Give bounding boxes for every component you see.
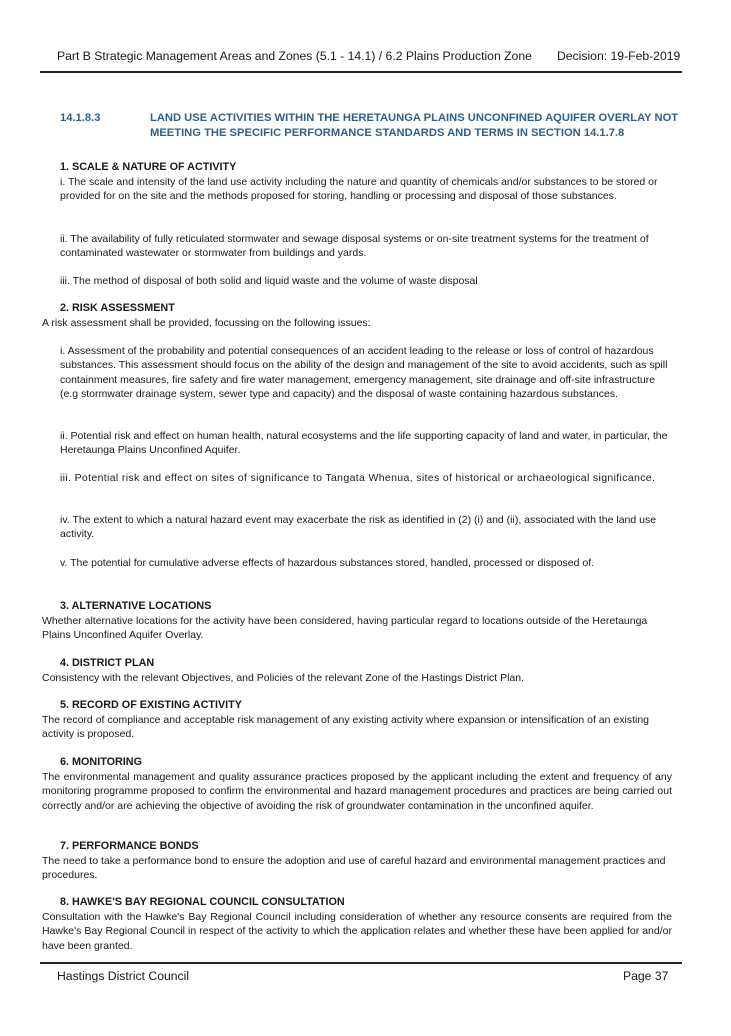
s2-intro: A risk assessment shall be provided, focussing on the following issues: [42,317,371,329]
footer-rule [40,962,682,964]
footer-org: Hastings District Council [57,969,190,983]
s5-text: The record of compliance and acceptable risk management of any existing activity where expansion or intensification of an existing activity is proposed. [42,714,649,741]
heading-risk-assessment: 2. RISK ASSESSMENT [60,302,175,314]
s1-para-3: iii. The method of disposal of both solid and liquid waste and the volume of waste disposal [60,275,478,287]
s2-para-1: i. Assessment of the probability and potential consequences of an accident leading to the release or loss of control of hazardous substances. This assessment should focus on the ability of the design and management of the site to avoid accidents, such as spill containment measures, fire safety and fire water management, emergency management, site drainage and off-site infrastructure (e.g stormwater drainage system, sewer type and capacity) and the disposal of waste containing hazardous substances. [60,345,668,400]
s2-para-4: iv. The extent to which a natural hazard event may exacerbate the risk as identified in (2) (i) and (ii), associated with the land use activity. [60,514,657,541]
s1-para-2: ii. The availability of fully reticulated stormwater and sewage disposal systems or on-site treatment systems for the treatment of contaminated wastewater or stormwater from buildings and yards. [60,233,649,260]
header-decision-date: Decision: 19-Feb-2019 [557,49,681,63]
heading-monitoring: 6. MONITORING [60,756,142,768]
s3-text: Whether alternative locations for the activity have been considered, having particular regard to locations outside of the Heretaunga Plains Unconfined Aquifer Overlay. [42,615,648,642]
header-title: Part B Strategic Management Areas and Zones (5.1 - 14.1) / 6.2 Plains Production Zone [57,49,532,63]
section-title: LAND USE ACTIVITIES WITHIN THE HERETAUNGA PLAINS UNCONFINED AQUIFER OVERLAY NOT MEETING THE SPECIFIC PERFORMANCE STANDARDS AND TERMS IN SECTION 14.1.7.8 [150,112,679,139]
heading-regional-council-consultation: 8. HAWKE'S BAY REGIONAL COUNCIL CONSULTATION [60,896,345,908]
section-number: 14.1.8.3 [60,112,101,124]
s4-text: Consistency with the relevant Objectives, and Policies of the relevant Zone of the Hastings District Plan. [42,672,525,684]
s2-para-3: iii. Potential risk and effect on sites of significance to Tangata Whenua, sites of historical or archaeological significance. [60,472,656,484]
s2-para-2: ii. Potential risk and effect on human health, natural ecosystems and the life supporting capacity of land and water, in particular, the Heretaunga Plains Unconfined Aquifer. [60,430,668,457]
heading-district-plan: 4. DISTRICT PLAN [60,657,155,669]
heading-scale-nature: 1. SCALE & NATURE OF ACTIVITY [60,161,237,173]
s2-para-5: v. The potential for cumulative adverse effects of hazardous substances stored, handled, processed or disposed of. [60,557,595,569]
s6-text: The environmental management and quality assurance practices proposed by the applicant including the extent and frequency of any monitoring programme proposed to confirm the environmental and hazard management procedures and practices are being carried out correctly and/or are achieving the objective of avoiding the risk of groundwater contamination in the unconfined aquifer. [42,771,672,812]
footer-page-number: Page 37 [623,969,669,983]
heading-alternative-locations: 3. ALTERNATIVE LOCATIONS [60,600,212,612]
header-rule [40,71,682,73]
s1-para-1: i. The scale and intensity of the land use activity including the nature and quantity of chemicals and/or substances to be stored or provided for on the site and the methods proposed for storing, handling or processing and disposal of those substances. [60,176,658,203]
s7-text: The need to take a performance bond to ensure the adoption and use of careful hazard and environmental management practices and procedures. [42,855,666,882]
s8-text: Consultation with the Hawke's Bay Regional Council including consideration of whether any resource consents are required from the Hawke's Bay Regional Council in respect of the activity to which the application relates and whether these have been applied for and/or have been granted. [42,911,672,952]
heading-record-existing-activity: 5. RECORD OF EXISTING ACTIVITY [60,699,242,711]
heading-performance-bonds: 7. PERFORMANCE BONDS [60,840,199,852]
